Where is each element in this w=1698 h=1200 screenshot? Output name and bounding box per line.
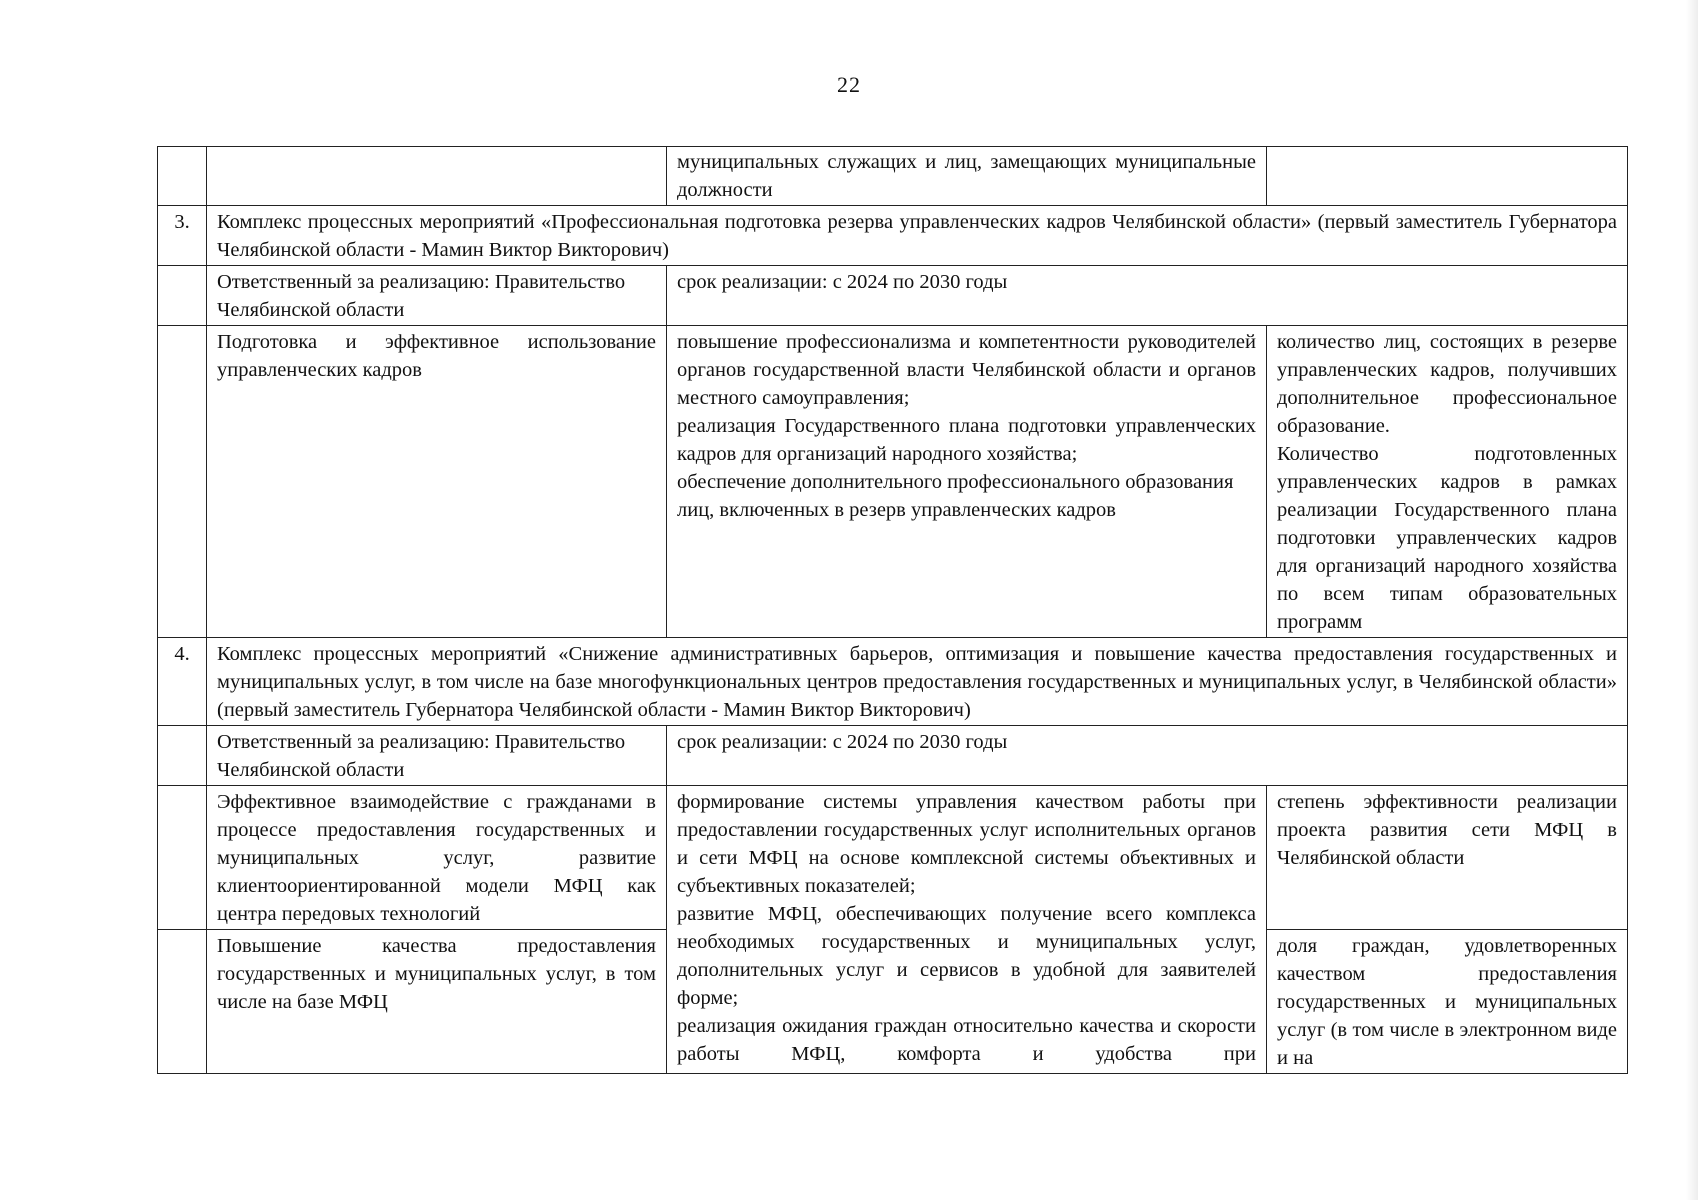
responsible-cell: Ответственный за реализацию: Правительство Челябинской области (207, 726, 667, 786)
indicators-cell (1267, 326, 1628, 638)
section-title: Комплекс процессных мероприятий «Профессиональная подготовка резерва управленческих кадров Челябинской области» (первый заместитель Губернатора Челябинской области - Мамин Виктор Викторович) (207, 206, 1628, 266)
effect-item: формирование системы управления качеством работы при предоставлении государственных услуг исполнительных органов и сети МФЦ на основе комплексной системы объективных и субъективных показателей; (677, 791, 1256, 897)
indicator-cell: доля граждан, удовлетворенных качеством предоставления государственных и муниципальных услуг (в том числе в электронном виде и на (1267, 930, 1628, 1074)
effect-item: обеспечение дополнительного профессионального образования лиц, включенных в резерв управленческих кадров (677, 471, 1234, 521)
effect-item: реализация Государственного плана подготовки управленческих кадров для организаций народного хозяйства; (677, 415, 1256, 465)
indicator-item: Количество подготовленных управленческих кадров в рамках реализации Государственного плана подготовки управленческих кадров для организаций народного хозяйства по всем типам образовательных программ (1277, 443, 1617, 633)
section-title: Комплекс процессных мероприятий «Снижение административных барьеров, оптимизация и повышение качества предоставления государственных и муниципальных услуг, в том числе на базе многофункциональных центров предоставления государственных и муниципальных услуг, в Челябинской области» (первый заместитель Губернатора Челябинской области - Мамин Виктор Викторович) (207, 638, 1628, 726)
effect-item: реализация ожидания граждан относительно качества и скорости работы МФЦ, комфорта и удобства при (677, 1015, 1256, 1065)
effects-cell (667, 786, 1267, 1074)
row-number-cell (158, 147, 207, 206)
responsible-cell: Ответственный за реализацию: Правительство Челябинской области (207, 266, 667, 326)
effects-cell (667, 326, 1267, 638)
indicator-cell: степень эффективности реализации проекта развития сети МФЦ в Челябинской области (1267, 786, 1628, 930)
section-header-row (158, 638, 1628, 726)
section-number: 3. (158, 206, 207, 266)
responsibility-row (158, 726, 1628, 786)
objective-cell: муниципальных служащих и лиц, замещающих муниципальные должности (667, 147, 1267, 206)
continuation-row (158, 147, 1628, 206)
task-cell: Эффективное взаимодействие с гражданами в процессе предоставления государственных и муниципальных услуг, развитие клиентоориентированной модели МФЦ как центра передовых технологий (207, 786, 667, 930)
task-cell (207, 147, 667, 206)
responsibility-row (158, 266, 1628, 326)
scan-edge-shadow (1686, 0, 1698, 1200)
measures-table (157, 146, 1628, 1074)
section-number: 4. (158, 638, 207, 726)
page-number: 22 (837, 72, 861, 97)
task-cell: Подготовка и эффективное использование управленческих кадров (207, 326, 667, 638)
section-header-row (158, 206, 1628, 266)
row-number-cell (158, 326, 207, 638)
row-number-cell (158, 726, 207, 786)
row-number-cell (158, 266, 207, 326)
effect-item: повышение профессионализма и компетентности руководителей органов государственной власти Челябинской области и органов местного самоуправления; (677, 331, 1256, 409)
task-cell: Повышение качества предоставления государственных и муниципальных услуг, в том числе на базе МФЦ (207, 930, 667, 1074)
indicator-cell (1267, 147, 1628, 206)
term-cell: срок реализации: с 2024 по 2030 годы (667, 726, 1628, 786)
task-row (158, 326, 1628, 638)
row-number-cell (158, 786, 207, 930)
row-number-cell (158, 930, 207, 1074)
term-cell: срок реализации: с 2024 по 2030 годы (667, 266, 1628, 326)
effect-item: развитие МФЦ, обеспечивающих получение всего комплекса необходимых государственных и муниципальных услуг, дополнительных услуг и сервисов в удобной для заявителей форме; (677, 903, 1256, 1009)
indicator-item: количество лиц, состоящих в резерве управленческих кадров, получивших дополнительное профессиональное образование. (1277, 331, 1617, 437)
task-row (158, 786, 1628, 930)
